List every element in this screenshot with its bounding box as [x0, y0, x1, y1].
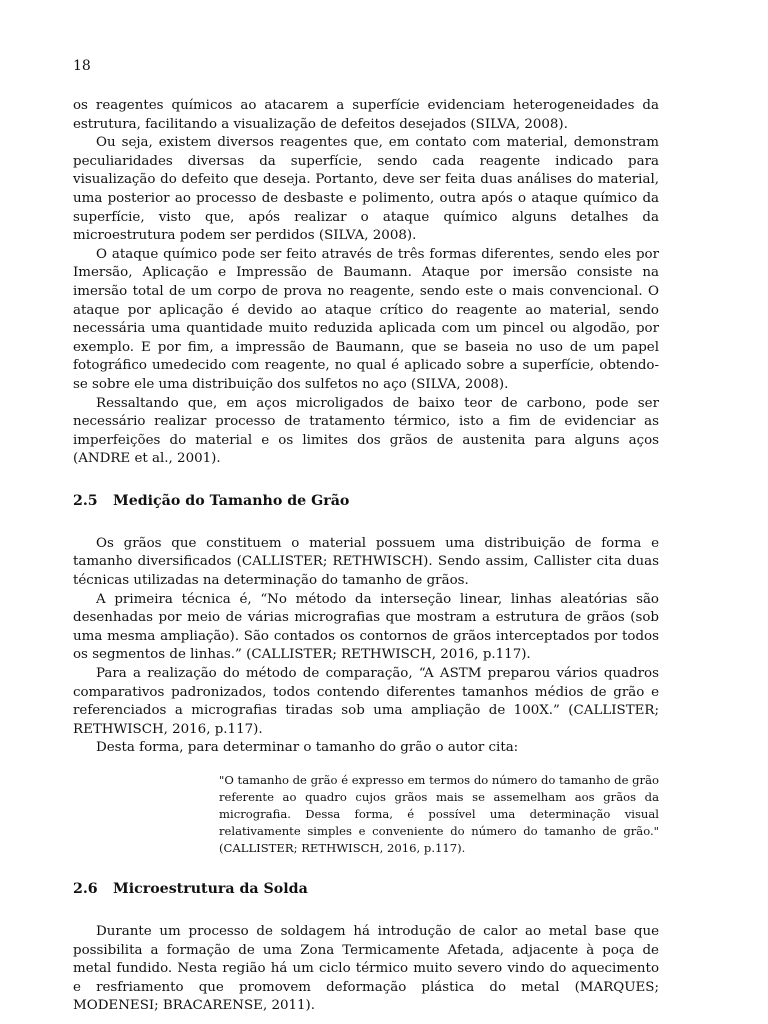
paragraph: O ataque químico pode ser feito através de três formas diferentes, sendo eles por Imersão, Aplicação e Impressão de Baumann. Ataque por imersão consiste na imersão total de um corpo de prova no reagente, sendo este o mais convencional. O ataque por aplicação é devido ao ataque crítico do reagente ao material, sendo necessária uma quantidade muito reduzida aplicada com um pincel ou algodão, por exemplo. E por fim, a impressão de Baumann, que se baseia no uso de um papel fotográfico umedecido com reagente, no qual é aplicado sobre a superfície, obtendo-se sobre ele uma distribuição dos sulfetos no aço (SILVA, 2008).	[73, 246, 659, 392]
section-title: Medição do Tamanho de Grão	[113, 492, 350, 509]
section-heading	[73, 879, 659, 899]
paragraph: Durante um processo de soldagem há introdução de calor ao metal base que possibilita a formação de uma Zona Termicamente Afetada, adjacente à poça de metal fundido. Nesta região há um ciclo térmico muito severo vindo do aquecimento e resfriamento que promovem deformação plástica do metal (MARQUES; MODENESI; BRACARENSE, 2011).	[73, 924, 659, 1014]
section-number: 2.6	[73, 881, 98, 897]
section-title: Microestrutura da Solda	[113, 881, 308, 897]
paragraph: Desta forma, para determinar o tamanho do grão o autor cita:	[96, 740, 519, 756]
intro-text	[73, 97, 659, 469]
paragraph: os reagentes químicos ao atacarem a superfície evidenciam heterogeneidades da estrutura, facilitando a visualização de defeitos desejados (SILVA, 2008).	[73, 98, 659, 132]
page-number: 18	[73, 58, 91, 74]
section-2-5	[73, 491, 659, 857]
section-2-6	[73, 879, 659, 1016]
block-quote	[219, 772, 659, 857]
section-number: 2.5	[73, 492, 98, 509]
paragraph: Para a realização do método de comparação, “A ASTM preparou vários quadros comparativos padronizados, todos contendo diferentes tamanhos médios de grão e referenciados a micrografias tiradas sob uma ampliação de 100X.” (CALLISTER; RETHWISCH, 2016, p.117).	[73, 666, 659, 737]
document-page	[73, 56, 659, 1016]
paragraph: Ressaltando que, em aços microligados de baixo teor de carbono, pode ser necessário realizar processo de tratamento térmico, isto a fim de evidenciar as imperfeições do material e os limites dos grãos de austenita para alguns aços (ANDRE et al., 2001).	[73, 395, 659, 467]
paragraph: Os grãos que constituem o material possuem uma distribuição de forma e tamanho diversificados (CALLISTER; RETHWISCH). Sendo assim, Callister cita duas técnicas utilizadas na determinação do tamanho de grãos.	[73, 535, 659, 589]
paragraph: A primeira técnica é, “No método da interseção linear, linhas aleatórias são desenhadas por meio de várias micrografias que mostram a estrutura de grãos (sob uma mesma ampliação). São contados os contornos de grãos interceptados por todos os segmentos de linhas.” (CALLISTER; RETHWISCH, 2016, p.117).	[73, 591, 659, 663]
section-heading	[73, 491, 659, 511]
paragraph: Ou seja, existem diversos reagentes que, em contato com material, demonstram peculiaridades diversas da superfície, sendo cada reagente indicado para visualização do defeito que deseja. Portanto, deve ser feita duas análises do material, uma posterior ao processo de desbaste e polimento, outra após o ataque químico da superfície, visto que, após realizar o ataque químico alguns detalhes da microestrutura podem ser perdidos (SILVA, 2008).	[73, 135, 659, 244]
quote-text: "O tamanho de grão é expresso em termos do número do tamanho de grão referente ao quadro cujos grãos mais se assemelham aos grãos da micrografia. Dessa forma, é possível uma determinação visual relativamente simples e conveniente do número do tamanho de grão." (CALLISTER; RETHWISCH, 2016, p.117).	[219, 773, 659, 855]
